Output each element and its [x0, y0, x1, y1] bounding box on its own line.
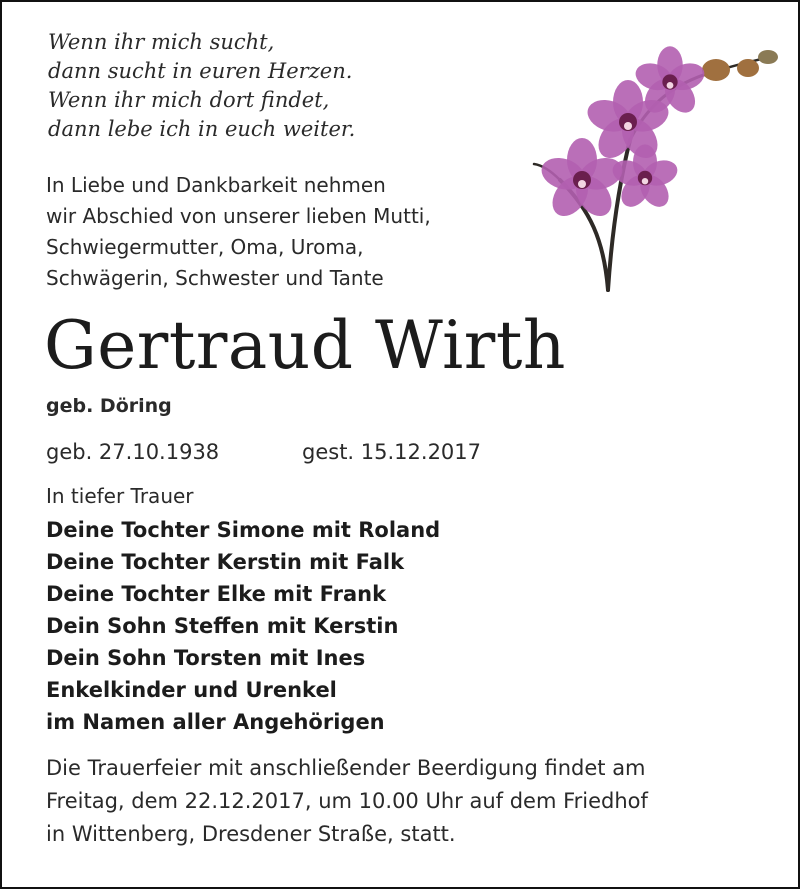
mourning-intro: In tiefer Trauer	[46, 484, 194, 508]
poem-line: dann sucht in euren Herzen.	[48, 59, 353, 83]
poem	[48, 28, 355, 144]
intro-text	[46, 170, 431, 294]
funeral-info	[46, 752, 648, 851]
mourner: Deine Tochter Simone mit Roland	[46, 518, 441, 542]
intro-line: Schwägerin, Schwester und Tante	[46, 266, 384, 290]
maiden-name: geb. Döring	[46, 395, 172, 417]
life-dates	[46, 440, 481, 464]
mourner: im Namen aller Angehörigen	[46, 710, 385, 734]
funeral-line: Die Trauerfeier mit anschließender Beerdigung findet am	[46, 756, 646, 780]
funeral-line: in Wittenberg, Dresdener Straße, statt.	[46, 822, 456, 846]
poem-line: Wenn ihr mich sucht,	[48, 30, 275, 54]
death-date: gest. 15.12.2017	[302, 440, 482, 464]
mourner: Deine Tochter Kerstin mit Falk	[46, 550, 405, 574]
poem-line: Wenn ihr mich dort findet,	[48, 88, 330, 112]
mourner: Enkelkinder und Urenkel	[46, 678, 337, 702]
birth-date: geb. 27.10.1938	[46, 440, 220, 464]
intro-line: In Liebe und Dankbarkeit nehmen	[46, 173, 386, 197]
mourners-list	[46, 514, 440, 738]
mourner: Deine Tochter Elke mit Frank	[46, 582, 387, 606]
funeral-line: Freitag, dem 22.12.2017, um 10.00 Uhr auf dem Friedhof	[46, 789, 648, 813]
orchid-icon	[520, 30, 780, 292]
intro-line: wir Abschied von unserer lieben Mutti,	[46, 204, 431, 228]
mourner: Dein Sohn Torsten mit Ines	[46, 646, 366, 670]
deceased-name: Gertraud Wirth	[44, 307, 566, 384]
mourner: Dein Sohn Steffen mit Kerstin	[46, 614, 399, 638]
poem-line: dann lebe ich in euch weiter.	[48, 117, 356, 141]
intro-line: Schwiegermutter, Oma, Uroma,	[46, 235, 364, 259]
